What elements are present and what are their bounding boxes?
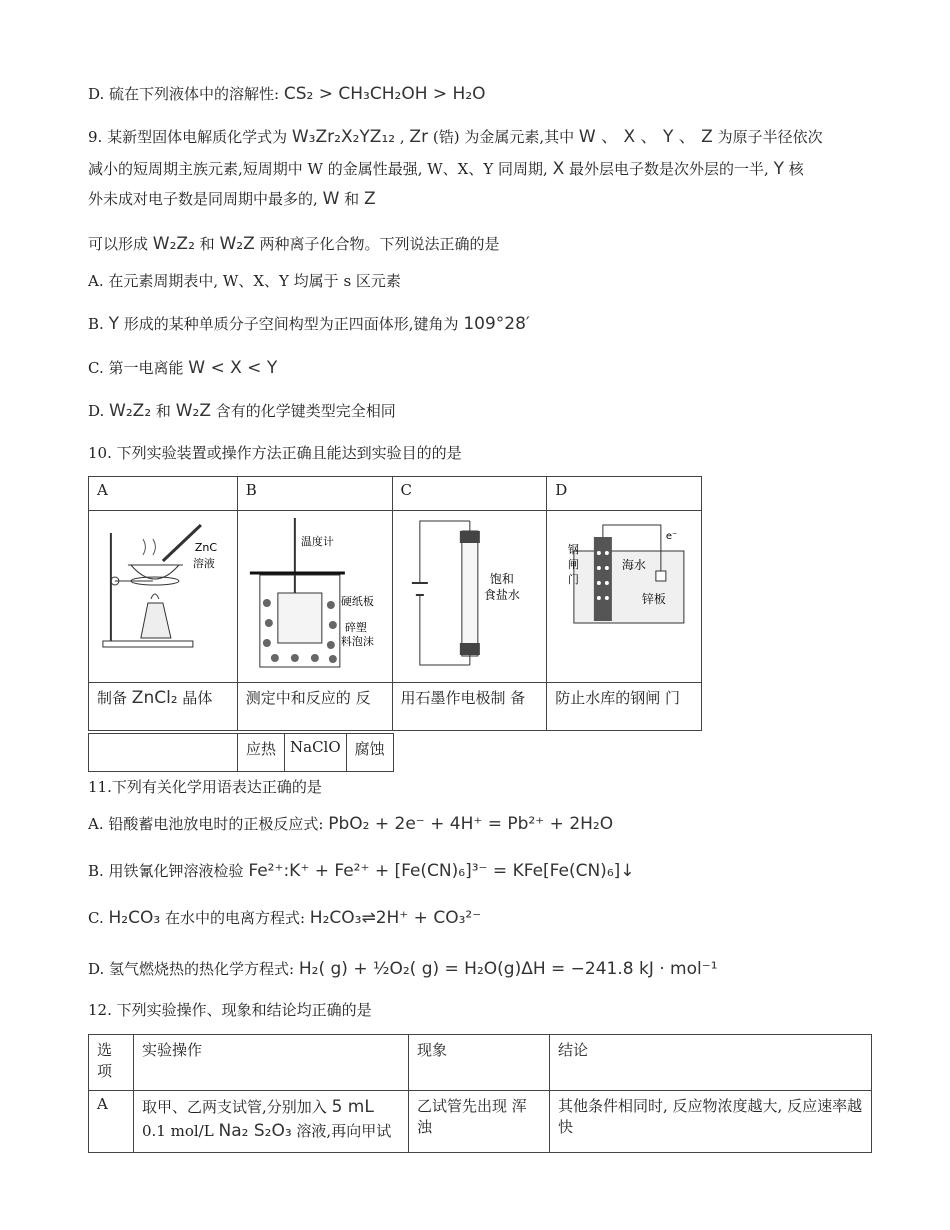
text: 可以形成 (88, 235, 149, 253)
text: A. 铅酸蓄电池放电时的正极反应式: (88, 815, 324, 833)
q12-table (88, 1034, 872, 1153)
text: (锆) 为金属元素,其中 (432, 128, 575, 146)
formula: PbO₂ + 2e⁻ + 4H⁺ = Pb²⁺ + 2H₂O (328, 814, 614, 834)
label-steel: 钢 (568, 543, 580, 556)
label-gate2: 门 (568, 573, 580, 586)
formula: W₂Z (219, 234, 255, 254)
text: A. 在元素周期表中, W、X、Y 均属于 s 区元素 (88, 272, 401, 290)
apparatus-d (547, 511, 702, 683)
text: 形成的某种单质分子空间构型为正四面体形,键角为 (123, 315, 459, 333)
header-operation: 实验操作 (134, 1035, 409, 1091)
text: 减小的短周期主族元素,短周期中 W 的金属性最强, W、X、Y 同周期, (88, 160, 548, 178)
q10-stem (88, 442, 462, 464)
formula: Fe²⁺:K⁺ + Fe²⁺ + [Fe(CN)₆]³⁻ = KFe[Fe(CN)₆]↓ (248, 861, 635, 881)
row-phenomenon: 乙试管先出现 浑浊 (409, 1091, 550, 1153)
formula: W 、 X 、 Y 、 Z (578, 127, 713, 147)
formula: Zr (409, 127, 429, 147)
text: 和 (155, 402, 171, 420)
q9-option-b (88, 313, 530, 335)
formula: H₂CO₃⇌2H⁺ + CO₃²⁻ (309, 908, 482, 928)
label-electron: e⁻ (666, 531, 678, 542)
header-conclusion: 结论 (550, 1035, 872, 1091)
formula: W₂Z₂ (109, 401, 152, 421)
text: 取甲、乙两支试管,分别加入 (142, 1098, 327, 1116)
q9-line4 (88, 233, 500, 255)
apparatus-a (89, 511, 238, 683)
header-option: 选项 (89, 1035, 134, 1091)
label-seawater: 海水 (622, 558, 647, 572)
desc-c: 用石墨作电极制 备 (392, 683, 547, 731)
row-conclusion: 其他条件相同时, 反应物浓度越大, 反应速率越快 (550, 1091, 872, 1153)
formula: W (322, 189, 340, 209)
label-brine: 食盐水 (483, 588, 520, 602)
extra-d: 腐蚀 (346, 734, 393, 772)
text: 最外层电子数是次外层的一半, (569, 160, 769, 178)
q9-option-d (88, 400, 396, 422)
header-a: A (89, 477, 238, 511)
text: 和 (344, 190, 360, 208)
formula: Z (363, 189, 376, 209)
text: D. (88, 402, 105, 420)
desc-d: 防止水库的钢闸 门 (547, 683, 702, 731)
q9-option-c (88, 357, 277, 379)
q11-option-a (88, 813, 613, 835)
formula: H₂CO₃ (108, 908, 161, 928)
apparatus-c (392, 511, 547, 683)
q11-option-b (88, 860, 635, 882)
text: 12. 下列实验操作、现象和结论均正确的是 (88, 1001, 372, 1019)
text: C. (88, 909, 104, 927)
text: 11.下列有关化学用语表达正确的是 (88, 778, 322, 796)
formula: Na₂ S₂O₃ (218, 1121, 292, 1141)
text: B. (88, 315, 104, 333)
sacrificial-anode-image (549, 513, 699, 673)
text: 9. 某新型固体电解质化学式为 (88, 128, 288, 146)
q9-line2 (88, 158, 804, 180)
evaporation-apparatus-image (91, 513, 235, 673)
text: 和 (199, 235, 215, 253)
q9-line3 (88, 188, 376, 210)
label-zinc: 锌板 (642, 592, 667, 606)
extra-b: 应热 (238, 734, 285, 772)
header-c: C (392, 477, 547, 511)
text: 含有的化学键类型完全相同 (215, 402, 396, 420)
text: 为原子半径依次 (717, 128, 823, 146)
q11-option-d (88, 958, 718, 980)
desc-a (89, 683, 238, 731)
text: 10. 下列实验装置或操作方法正确且能达到实验目的的是 (88, 444, 462, 462)
electrolysis-image (395, 513, 545, 673)
desc-b: 测定中和反应的 反 (237, 683, 392, 731)
formula: 5 mL (331, 1097, 374, 1117)
formula: CS₂ > CH₃CH₂OH > H₂O (283, 84, 486, 104)
text: B. 用铁氰化钾溶液检验 (88, 862, 244, 880)
text: 晶体 (182, 689, 213, 707)
apparatus-b (237, 511, 392, 683)
formula: Y (108, 314, 119, 334)
text: 在水中的电离方程式: (164, 909, 306, 927)
formula: W < X < Y (188, 358, 278, 378)
text: D. 氢气燃烧热的热化学方程式: (88, 960, 295, 978)
text: 制备 (97, 689, 128, 707)
formula: 109°28′ (463, 314, 530, 334)
calorimeter-image (240, 513, 390, 673)
label-foam1: 碎塑 (344, 621, 367, 634)
q11-option-c (88, 907, 481, 929)
text: 核 (788, 160, 804, 178)
formula: W₂Z₂ (152, 234, 195, 254)
text: 溶液,再向甲试 (296, 1122, 392, 1140)
label-thermometer: 温度计 (300, 535, 334, 548)
formula: Y (773, 159, 784, 179)
label-solution: 溶液 (192, 557, 215, 570)
label-saturated: 饱和 (489, 572, 514, 586)
q12-stem (88, 999, 372, 1021)
text: C. 第一电离能 (88, 359, 184, 377)
formula: ZnCl₂ (131, 688, 178, 708)
option-d-solubility (88, 83, 486, 105)
empty-cell (89, 734, 238, 772)
row-option: A (89, 1091, 134, 1153)
label-znc: ZnC (194, 541, 218, 554)
label-foam2: 料泡沫 (340, 635, 374, 648)
q11-stem (88, 776, 322, 798)
text: 0.1 mol/L (142, 1122, 214, 1140)
text: , (399, 128, 405, 146)
header-phenomenon: 现象 (409, 1035, 550, 1091)
formula: W₂Z (175, 401, 211, 421)
formula: X (552, 159, 565, 179)
q9-option-a (88, 270, 401, 292)
text: 两种离子化合物。下列说法正确的是 (259, 235, 500, 253)
header-d: D (547, 477, 702, 511)
label-cardboard: 硬纸板 (340, 595, 374, 608)
formula: W₃Zr₂X₂YZ₁₂ (291, 127, 396, 147)
q10-table (88, 476, 702, 731)
extra-c: NaClO (285, 734, 347, 772)
text: D. 硫在下列液体中的溶解性: (88, 85, 280, 103)
formula: H₂( g) + ½O₂( g) = H₂O(g)ΔH = −241.8 kJ · mol⁻¹ (298, 959, 718, 979)
q9-line1 (88, 126, 823, 148)
row-operation (134, 1091, 409, 1153)
label-gate1: 闸 (568, 558, 580, 571)
header-b: B (237, 477, 392, 511)
q10-overflow-row (88, 733, 394, 772)
text: 外未成对电子数是同周期中最多的, (88, 190, 318, 208)
